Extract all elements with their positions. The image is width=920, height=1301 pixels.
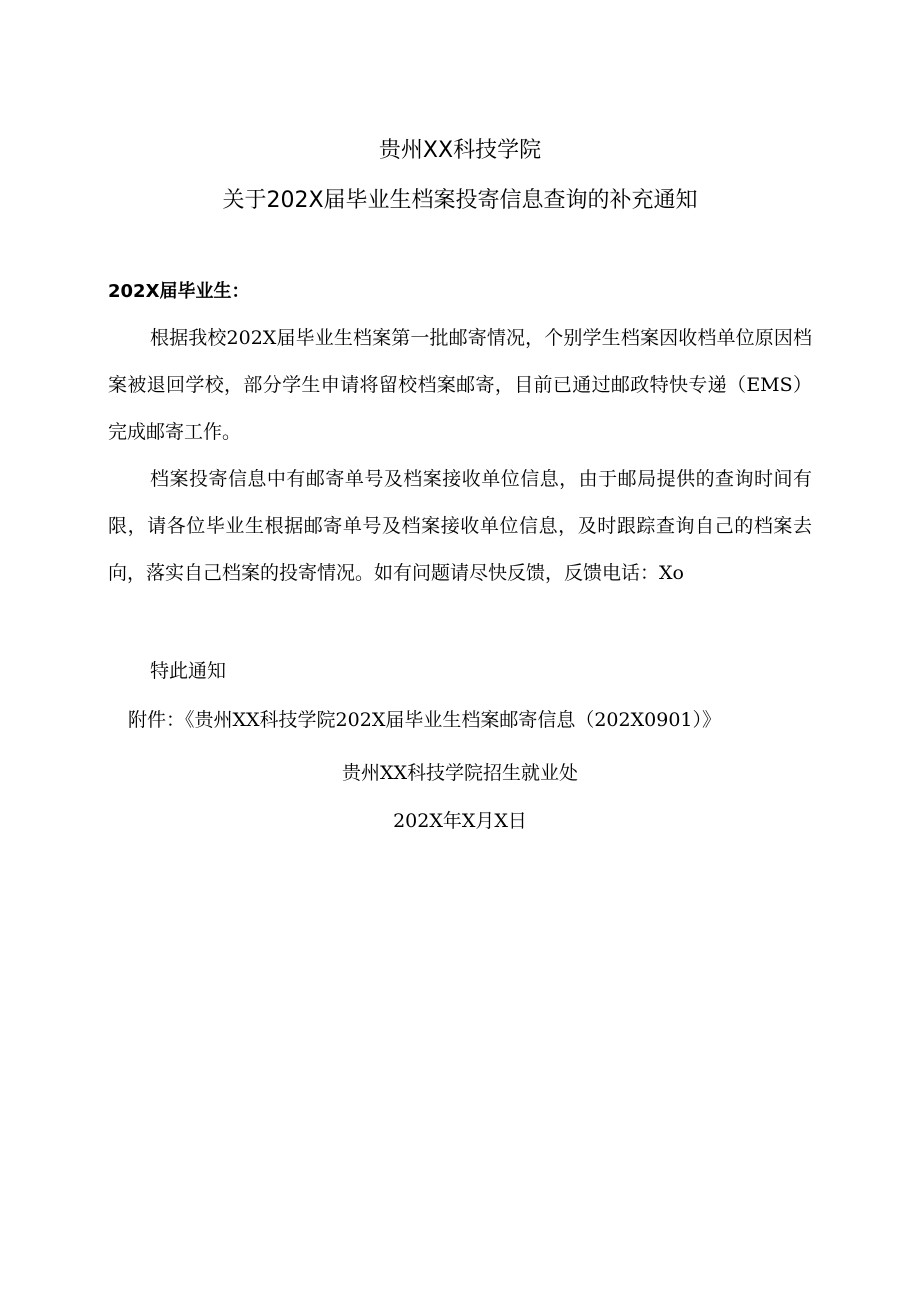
attachment-reference: 附件：《贵州XX科技学院202X届毕业生档案邮寄信息（202X0901）》 [128, 709, 721, 731]
issue-date: 202X年X月X日 [393, 810, 527, 832]
body-paragraph: 档案投寄信息中有邮寄单号及档案接收单位信息，由于邮局提供的查询时间有限，请各位毕业生根据邮寄单号及档案接收单位信息，及时跟踪查询自己的档案去向，落实自己档案的投寄情况。如有问题请尽快反馈，反馈电话：Xo [108, 468, 812, 584]
closing-text: 特此通知 [150, 660, 227, 682]
issuing-department: 贵州XX科技学院招生就业处 [341, 762, 579, 784]
body-paragraph: 根据我校202X届毕业生档案第一批邮寄情况，个别学生档案因收档单位原因档案被退回学校，部分学生申请将留校档案邮寄，目前已通过邮政特快专递（EMS）完成邮寄工作。 [108, 327, 812, 443]
document-subtitle: 关于202X届毕业生档案投寄信息查询的补充通知 [222, 188, 698, 213]
document-title: 贵州XX科技学院 [378, 138, 542, 163]
salutation: 202X届毕业生： [108, 281, 250, 302]
